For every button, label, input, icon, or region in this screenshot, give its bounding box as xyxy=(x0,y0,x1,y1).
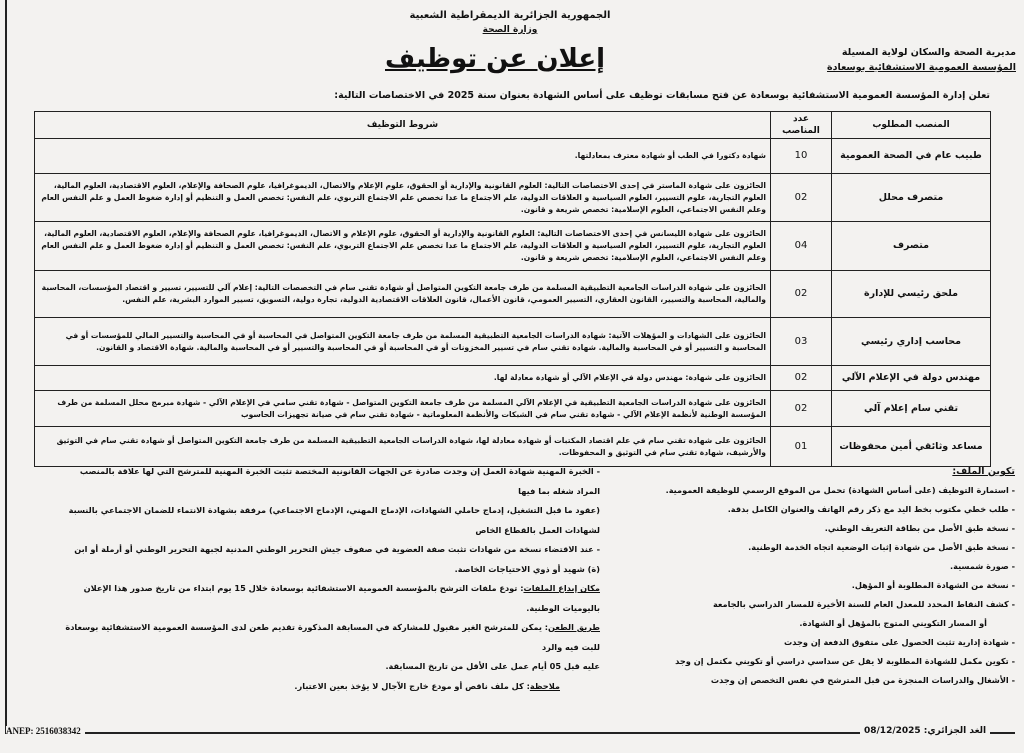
table-row xyxy=(35,271,991,318)
conditions-cell: الحائزون على الشهادات و المؤهلات الآتية: شهادة الدراسات الجامعية التطبيقية المسلمة من طرف جامعة التكوين المتواصل في المحاسبة أو في المحاسبة والتسيير المالي للمؤسسات أو في المحاسبة و التسيير أو في المحاسبة والمالية. شهادة تقني سام في تسيير المخزونات أو في المحاسبة أو في المحاسبة والتسيير أو في المحاسبة والمالية. شهادة الاقتصاد و القانون. xyxy=(35,318,771,366)
remark-text: : كل ملف ناقص أو مودع خارج الآجال لا يؤخذ بعين الاعتبار. xyxy=(294,680,530,691)
file-item: - استمارة التوظيف (على أساس الشهادة) تحمل من الموقع الرسمي للوظيفة العمومية. xyxy=(665,485,1015,495)
table-row xyxy=(35,391,991,427)
count-cell: 01 xyxy=(771,427,832,467)
conditions-cell: الحائزون على شهادة الماستر في إحدى الاختصاصات التالية: العلوم القانونية والإدارية أو الحقوق، علوم الإعلام والاتصال، الديموغرافيا، علوم الصحافة والإعلام، العلوم الاقتصادية، العلوم المالية، العلوم التجارية، علوم التسيير، العلوم السياسية و العلاقات الدولية، علم الاجتماع ما عدا تخصص علم الاجتماع التربوي، علم النفس: تخصص العمل و التنظيم أو إدارة ضغوط العمل و علم النفس العام وعلم النفس الاجتماعي، العلوم الإسلامية: تخصص شريعة و قانون. xyxy=(35,174,771,222)
deposit-label: مكان إيداع الملفات xyxy=(523,583,600,593)
count-cell: 02 xyxy=(771,366,832,391)
file-requirements xyxy=(590,462,1015,690)
conditions-cell: شهادة دكتورا في الطب أو شهادة معترف بمعادلتها. xyxy=(35,139,771,174)
position-cell: تقني سام إعلام آلي xyxy=(832,391,991,427)
institution-name: المؤسسة العمومية الاستشفائية بوسعادة xyxy=(827,62,1016,73)
directorate-name: مديرية الصحة والسكان لولاية المسيلة xyxy=(841,47,1016,58)
page-title: إعلان عن توظيف xyxy=(385,44,605,74)
file-item: - نسخة طبق الأصل من شهادة إثبات الوضعية اتجاه الخدمة الوطنية. xyxy=(748,542,1015,552)
count-cell: 02 xyxy=(771,174,832,222)
anep-number: ANEP: 2516038342 xyxy=(6,726,85,736)
table-row xyxy=(35,222,991,271)
remark-note xyxy=(60,677,600,697)
conditions-cell: الحائزون على شهادة الدراسات الجامعية التطبيقية في الإعلام الآلي المسلمة من طرف جامعة التكوين المتواصل - شهادة تقني سامي في الإعلام الآلي - شهادة مبرمج محلل المسلمة من طرف المؤسسة الوطنية لأنظمة الإعلام الآلي - شهادة تقني سام في الشبكات والأنظمة المعلوماتية - شهادة تقني سام في صيانة تجهيزات الحاسوب xyxy=(35,391,771,427)
conditions-cell: الحائزون على شهادة الليسانس في إحدى الاختصاصات التالية: العلوم القانونية والإدارية أو الحقوق، علوم الإعلام و الاتصال، الديموغرافيا، علوم الصحافة والإعلام، العلوم الاقتصادية، العلوم المالية، العلوم التجارية، علوم التسيير، العلوم السياسية و العلاقات الدولية، علم الاجتماع ما عدا تخصص علم الاجتماع التربوي، علم النفس: تخصص العمل و التنظيم أو إدارة ضغوط العمل و علم النفس العام وعلم النفس الاجتماعي، العلوم الإسلامية: تخصص شريعة و قانون. xyxy=(35,222,771,271)
ministry-name: وزارة الصحة xyxy=(482,25,538,35)
deposit-text: : تودع ملفات الترشح بالمؤسسة العمومية الاستشفائية بوسعادة خلال 15 يوم ابتداء من تاريخ صدور هذا الإعلان باليوميات الوطنية. xyxy=(83,583,600,613)
experience-note-3: - عند الاقتضاء نسخة من شهادات تثبت صفة العضوية في صفوف جيش التحرير الوطني المدنية لجبهة التحرير الوطني أو أرملة أو ابن (ة) شهيد أو ذوي الاحتياجات الخاصة. xyxy=(74,544,600,574)
file-item: - الأشغال والدراسات المنجزة من قبل المترشح في نفس التخصص إن وجدت xyxy=(710,675,1015,685)
position-cell: مهندس دولة في الإعلام الآلي xyxy=(832,366,991,391)
header-institution-block xyxy=(820,45,1016,75)
file-item: - نسخة من الشهادة المطلوبة أو المؤهل. xyxy=(851,580,1015,590)
table-row xyxy=(35,366,991,391)
file-item: - صورة شمسية. xyxy=(950,561,1015,571)
header-conditions: شروط التوظيف xyxy=(35,112,771,139)
header-count: عدد المناصب xyxy=(771,112,832,139)
position-cell: طبيب عام في الصحة العمومية xyxy=(832,139,991,174)
header-republic-block xyxy=(360,8,660,38)
header-position: المنصب المطلوب xyxy=(832,112,991,139)
position-cell: متصرف xyxy=(832,222,991,271)
table-row xyxy=(35,318,991,366)
table-row xyxy=(35,174,991,222)
conditions-cell: الحائزون على شهادة: مهندس دولة في الإعلام الآلي أو شهادة معادلة لها. xyxy=(35,366,771,391)
appeal-note xyxy=(60,618,600,657)
file-heading: تكوين الملف: xyxy=(952,466,1015,477)
table-header-row xyxy=(35,112,991,139)
remark-label: ملاحظة xyxy=(529,680,560,691)
deposit-note xyxy=(60,579,600,618)
count-cell: 03 xyxy=(771,318,832,366)
file-item: أو المسار التكويني المتوج بالمؤهل أو الشهادة. xyxy=(799,618,987,628)
count-cell: 02 xyxy=(771,391,832,427)
file-item: - تكوين مكمل للشهادة المطلوبة لا يقل عن سداسي دراسي أو تكويني مكتمل إن وجد xyxy=(675,656,1015,666)
conditions-cell: الحائزون على شهادة الدراسات الجامعية التطبيقية المسلمة من طرف جامعة التكوين المتواصل أو شهادة تقني سام في التخصصات التالية: إعلام آلي للتسيير، تسيير و اقتصاد المؤسسات، المحاسبة والمالية، المحاسبة والتسيير، القانون العقاري، التسيير العمومي، قانون الأعمال، قانون العلاقات الاقتصادية الدولية، تجارة دولية، التسويق، تسيير الموارد البشرية، علم النفس. xyxy=(35,271,771,318)
republic-name: الجمهورية الجزائرية الديمقراطية الشعبية xyxy=(409,10,611,21)
file-item: - كشف النقاط المحدد للمعدل العام للسنة الأخيرة للمسار الدراسي بالجامعة xyxy=(712,599,1015,609)
table-row xyxy=(35,427,991,467)
position-cell: ملحق رئيسي للإدارة xyxy=(832,271,991,318)
file-item: - شهادة إدارية تثبت الحصول على متفوق الدفعة إن وجدت xyxy=(784,637,1015,647)
newspaper-date: الغد الجزائري: 08/12/2025 xyxy=(860,726,990,736)
experience-note-2: (عقود ما قبل التشغيل، إدماج حاملي الشهادات، الإدماج المهني، الإدماج الاجتماعي) مرفقة بشهادة الانتماء للضمان الاجتماعي بالنسبة لشهادات العمل بالقطاع الخاص xyxy=(68,505,600,535)
experience-note-1: - الخبرة المهنية شهادة العمل إن وجدت صادرة عن الجهات القانونية المختصة تثبت الخبرة المهنية للمترشح التي لها علاقة بالمنصب المراد شغله بما فيها xyxy=(79,466,600,496)
count-cell: 10 xyxy=(771,139,832,174)
conditions-cell: الحائزون على شهادة تقني سام في علم اقتصاد المكتبات أو شهادة معادلة لها، شهادة الدراسات الجامعية التطبيقية المسلمة من طرف جامعة التكوين المتواصل أو شهادة تقني سام في التوثيق والأرشيف، شهادة تقني سام في التوثيق و المحفوظات. xyxy=(35,427,771,467)
position-cell: محاسب إداري رئيسي xyxy=(832,318,991,366)
file-item: - طلب خطي مكتوب بخط اليد مع ذكر رقم الهاتف والعنوان الكامل بدقة. xyxy=(727,504,1015,514)
position-cell: مساعد وثائقي أمين محفوظات xyxy=(832,427,991,467)
count-cell: 04 xyxy=(771,222,832,271)
appeal-text: : يمكن للمترشح الغير مقبول للمشاركة في المسابقة المذكورة تقديم طعن لدى المؤسسة العمومية الاستشفائية بوسعادة للبت فيه والرد xyxy=(65,622,600,652)
notes-block xyxy=(60,462,600,696)
frame-border-left xyxy=(5,0,7,733)
position-cell: متصرف محلل xyxy=(832,174,991,222)
table-row xyxy=(35,139,991,174)
appeal-label: طريق الطعن xyxy=(548,622,600,632)
file-item: - نسخة طبق الأصل من بطاقة التعريف الوطني. xyxy=(824,523,1015,533)
appeal-note-2: عليه قبل 05 أيام عمل على الأقل من تاريخ المسابقة. xyxy=(385,661,600,671)
count-cell: 02 xyxy=(771,271,832,318)
positions-table xyxy=(34,111,991,467)
intro-text: تعلن إدارة المؤسسة العمومية الاستشفائية بوسعادة عن فتح مسابقات توظيف على أساس الشهادة بعنوان سنة 2025 في الاختصاصات التالية: xyxy=(334,90,990,101)
